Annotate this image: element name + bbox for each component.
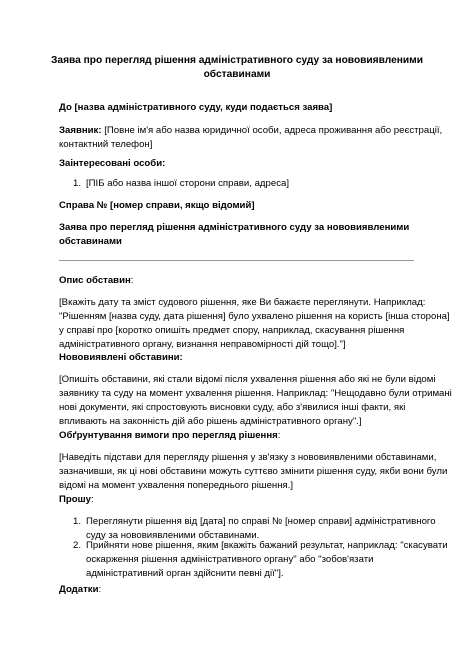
request-item-line: адміністративний орган здійснити певні дії"]. (86, 568, 284, 579)
justification-colon: : (277, 430, 281, 441)
justification-line: відомі на момент ухвалення попереднього рішення.] (59, 480, 294, 491)
new-circumstances-line: впливають на законність дій або рішень адміністративного органу".] (59, 416, 362, 427)
circumstances-colon: : (130, 275, 134, 286)
circumstances-label: Опис обставин (59, 275, 131, 286)
request-colon: : (90, 494, 94, 505)
court-addressee: До [назва адміністративного суду, куди подається заява] (59, 102, 333, 113)
justification-heading (59, 429, 280, 443)
applicant-line-2: контактний телефон] (59, 139, 153, 150)
document-title: Заява про перегляд рішення адміністративного суду за нововиявленими обставинами (51, 55, 423, 80)
divider (59, 260, 414, 261)
interested-item-number: 1. (73, 178, 82, 189)
circumstances-line: "Рішенням [назва суду, дата рішення] було ухвалено рішення на користь [інша сторона] (59, 311, 450, 322)
request-label: Прошу (59, 494, 91, 505)
request-item-line: Прийняти нове рішення, яким [вкажіть бажаний результат, наприклад: "скасувати (86, 540, 448, 551)
new-circumstances-line: заявнику та суду на момент ухвалення рішення. Наприклад: "Нещодавно були отримані (59, 388, 452, 399)
attachments-heading (59, 583, 101, 597)
new-circumstances-label: Нововиявлені обставини: (59, 352, 183, 363)
request-item-line: суду за нововиявленими обставинами. (86, 530, 260, 541)
circumstances-line: у справі про [коротко опишіть предмет спору, наприклад, скасування рішення (59, 325, 405, 336)
justification-line: [Наведіть підстави для перегляду рішення у зв'язку з нововиявленими обставинами, (59, 452, 437, 463)
interested-label: Заінтересовані особи: (59, 158, 166, 169)
interested-item-text: [ПІБ або назва іншої сторони справи, адреса] (86, 178, 289, 189)
request-heading (59, 493, 94, 507)
request-item-line: оскарження рішення адміністративного органу" або "зобов'язати (86, 554, 374, 565)
subject-line-2: обставинами (59, 236, 122, 247)
new-circumstances-line: нові документи, які спростовують висновки суду, або з'явилися інші факти, які (59, 402, 406, 413)
new-circumstances-line: [Опишіть обставини, які стали відомі після ухвалення рішення або які не були відомі (59, 374, 436, 385)
justification-line: зазначивши, як ці нові обставини можуть суттєво змінити рішення суду, якби вони були (59, 466, 448, 477)
subject-line-1: Заява про перегляд рішення адміністративного суду за нововиявленими (59, 222, 410, 233)
request-item-number: 2. (73, 540, 82, 551)
circumstances-line: адміністративного органу, визнання неправомірності дій тощо]."] (59, 339, 346, 350)
request-item-number: 1. (73, 516, 82, 527)
case-number: Справа № [номер справи, якщо відомий] (59, 200, 255, 211)
circumstances-heading (59, 274, 133, 288)
applicant-label: Заявник: (59, 125, 102, 136)
applicant-line-1 (59, 124, 442, 138)
justification-label: Обґрунтування вимоги про перегляд рішення (59, 430, 278, 441)
attachments-label: Додатки (59, 584, 99, 595)
request-item-line: Переглянути рішення від [дата] по справі № [номер справи] адміністративного (86, 516, 436, 527)
attachments-colon: : (98, 584, 102, 595)
applicant-text: [Повне ім'я або назва юридичної особи, адреса проживання або реєстрації, (101, 125, 443, 136)
circumstances-line: [Вкажіть дату та зміст судового рішення, яке Ви бажаєте переглянути. Наприклад: (59, 297, 426, 308)
